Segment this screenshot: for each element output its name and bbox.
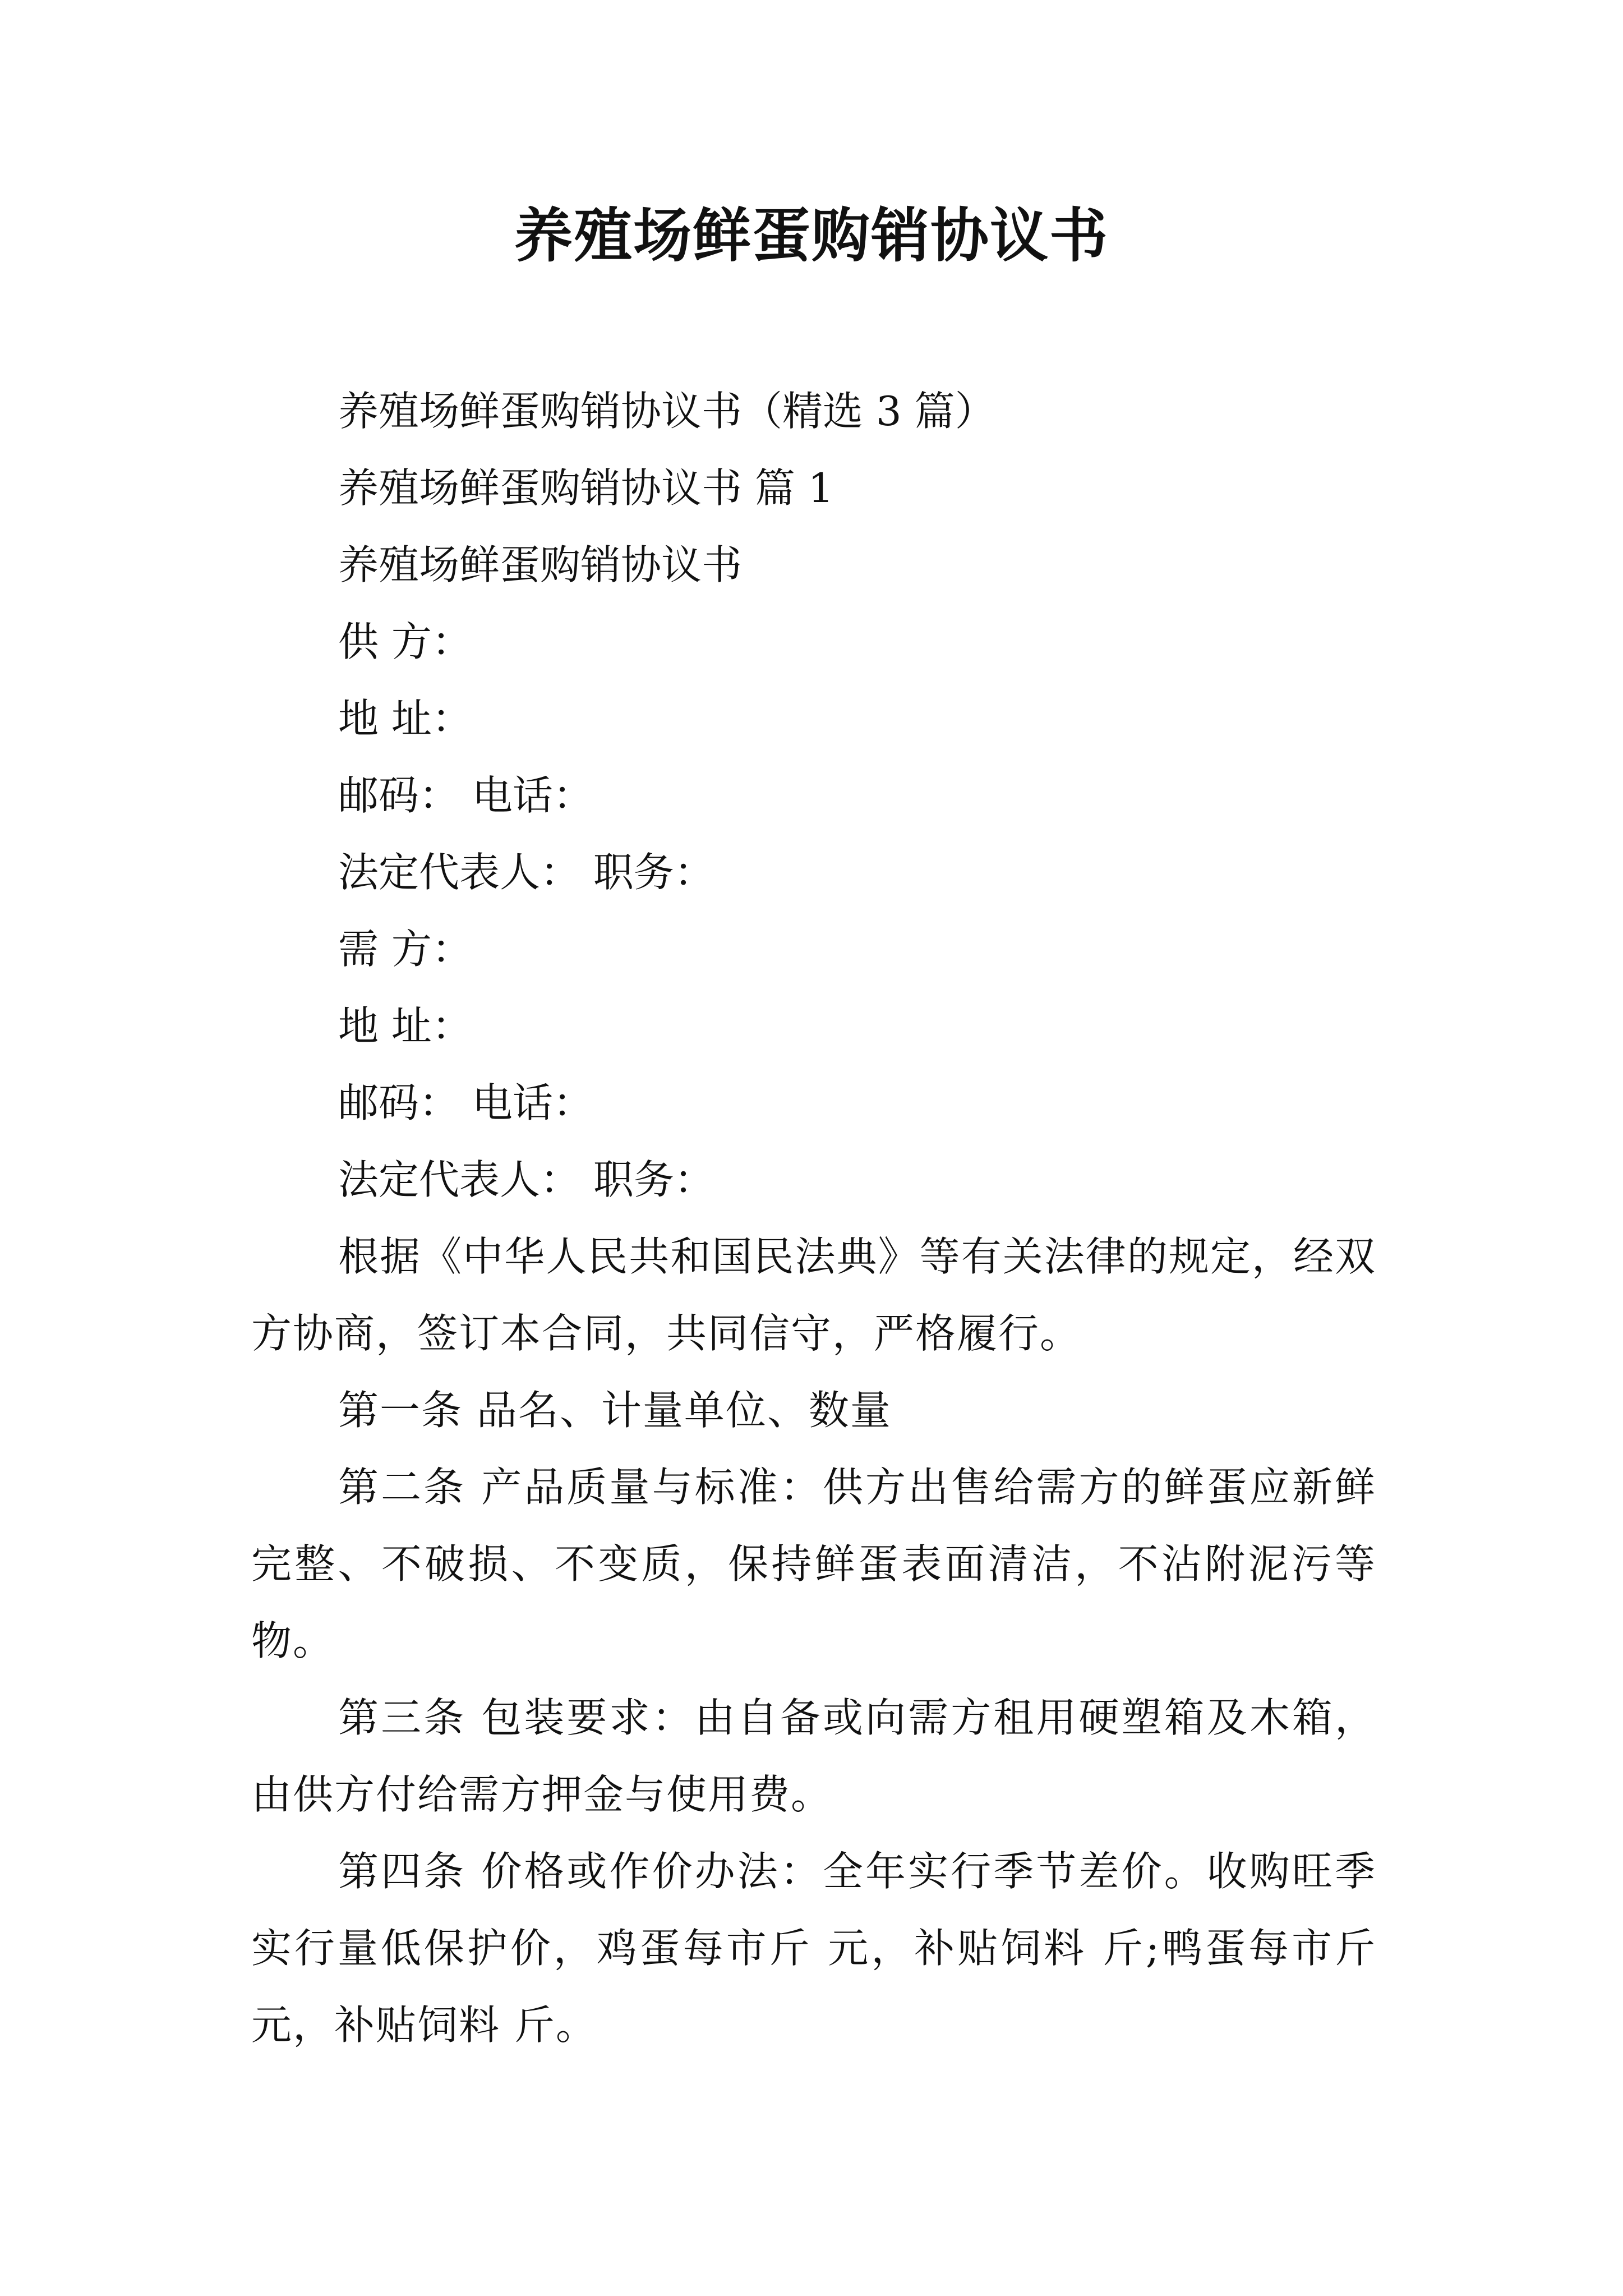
preamble-paragraph: 根据《中华人民共和国民法典》等有关法律的规定，经双方协商，签订本合同，共同信守，严格履行。 xyxy=(251,1233,1376,1357)
supplier-legal-rep-field: 法定代表人： 职务： xyxy=(338,849,714,896)
subtitle-line: 养殖场鲜蛋购销协议书（精选 3 篇） xyxy=(338,388,995,435)
article-1-paragraph: 第一条 品名、计量单位、数量 xyxy=(338,1387,892,1434)
supplier-field: 供 方： xyxy=(338,618,472,665)
supplier-postcode-phone-field: 邮码： 电话： xyxy=(338,772,593,819)
document-body xyxy=(251,373,1376,2064)
buyer-address-field: 地 址： xyxy=(338,1002,472,1050)
agreement-name-line: 养殖场鲜蛋购销协议书 xyxy=(338,541,743,588)
buyer-field: 需 方： xyxy=(338,926,472,973)
document-title: 养殖场鲜蛋购销协议书 xyxy=(514,201,1109,270)
article-2-paragraph: 第二条 产品质量与标准：供方出售给需方的鲜蛋应新鲜完整、不破损、不变质，保持鲜蛋表面清洁，不沾附泥污等物。 xyxy=(251,1464,1376,1664)
buyer-legal-rep-field: 法定代表人： 职务： xyxy=(338,1156,714,1203)
section-heading: 养殖场鲜蛋购销协议书 篇 1 xyxy=(338,464,834,512)
buyer-postcode-phone-field: 邮码： 电话： xyxy=(338,1079,593,1126)
supplier-address-field: 地 址： xyxy=(338,695,472,742)
article-3-paragraph: 第三条 包装要求：由自备或向需方租用硬塑箱及木箱，由供方付给需方押金与使用费。 xyxy=(251,1694,1376,1818)
article-4-paragraph: 第四条 价格或作价办法：全年实行季节差价。收购旺季实行量低保护价，鸡蛋每市斤 元，补贴饲料 斤;鸭蛋每市斤 元，补贴饲料 斤。 xyxy=(251,1848,1376,2049)
